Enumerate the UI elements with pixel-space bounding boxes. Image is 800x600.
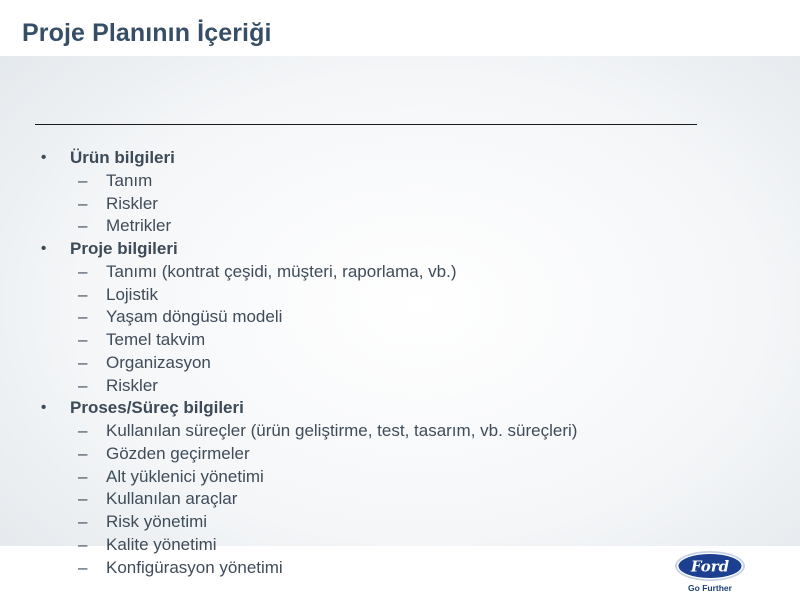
- logo-tagline: Go Further: [688, 583, 732, 593]
- dash-icon: –: [78, 375, 88, 395]
- list-item: [0, 306, 800, 329]
- dash-icon: –: [78, 421, 88, 440]
- bullet-icon: •: [41, 399, 47, 417]
- section-heading-text: Proje bilgileri: [70, 239, 178, 258]
- list-item-text: Riskler: [106, 375, 158, 395]
- section-heading: [0, 238, 800, 261]
- list-item-text: Kullanılan süreçler (ürün geliştirme, test, tasarım, vb. süreçleri): [106, 421, 578, 440]
- dash-icon: –: [78, 284, 88, 304]
- list-item: [0, 488, 800, 511]
- horizontal-divider: [35, 124, 697, 125]
- list-item: [0, 329, 800, 352]
- ford-oval-icon: [674, 550, 746, 582]
- list-item: [0, 375, 800, 398]
- list-item: [0, 284, 800, 307]
- section-heading-text: Proses/Süreç bilgileri: [70, 398, 244, 418]
- bullet-icon: •: [41, 149, 47, 166]
- dash-icon: –: [78, 261, 88, 281]
- bullet-list: [0, 147, 800, 579]
- list-item-text: Tanım: [106, 170, 153, 190]
- list-item-text: Konfigürasyon yönetimi: [106, 557, 283, 577]
- dash-icon: –: [78, 489, 88, 509]
- list-item: [0, 420, 800, 443]
- dash-icon: –: [78, 216, 88, 236]
- list-item: [0, 443, 800, 466]
- section-heading: [0, 397, 800, 420]
- dash-icon: –: [78, 193, 88, 213]
- logo-brand-text: Ford: [690, 557, 730, 576]
- dash-icon: –: [78, 512, 88, 531]
- section-heading-text: Ürün bilgileri: [70, 148, 175, 167]
- dash-icon: –: [78, 330, 88, 349]
- list-item: [0, 193, 800, 216]
- list-item-text: Gözden geçirmeler: [106, 443, 250, 463]
- list-item-text: Tanımı (kontrat çeşidi, müşteri, raporlama, vb.): [106, 261, 457, 281]
- section-heading: [0, 147, 800, 170]
- list-item: [0, 352, 800, 375]
- dash-icon: –: [78, 170, 88, 190]
- dash-icon: –: [78, 307, 88, 327]
- list-item: [0, 466, 800, 489]
- list-item-text: Kalite yönetimi: [106, 534, 217, 554]
- list-item-text: Metrikler: [106, 216, 172, 236]
- list-item: [0, 511, 800, 534]
- list-item-text: Riskler: [106, 193, 158, 213]
- dash-icon: –: [78, 443, 88, 463]
- list-item: [0, 170, 800, 193]
- dash-icon: –: [78, 557, 88, 577]
- list-item-text: Risk yönetimi: [106, 512, 208, 531]
- list-item: [0, 215, 800, 238]
- list-item-text: Lojistik: [106, 284, 158, 304]
- list-item-text: Kullanılan araçlar: [106, 489, 238, 509]
- slide-title: Proje Planının İçeriği: [22, 19, 272, 47]
- bullet-icon: •: [41, 240, 47, 257]
- dash-icon: –: [78, 466, 88, 486]
- dash-icon: –: [78, 534, 88, 554]
- list-item-text: Alt yüklenici yönetimi: [106, 466, 264, 486]
- list-item-text: Temel takvim: [106, 330, 206, 349]
- list-item: [0, 261, 800, 284]
- list-item-text: Organizasyon: [106, 352, 211, 372]
- list-item-text: Yaşam döngüsü modeli: [106, 307, 283, 327]
- dash-icon: –: [78, 352, 88, 372]
